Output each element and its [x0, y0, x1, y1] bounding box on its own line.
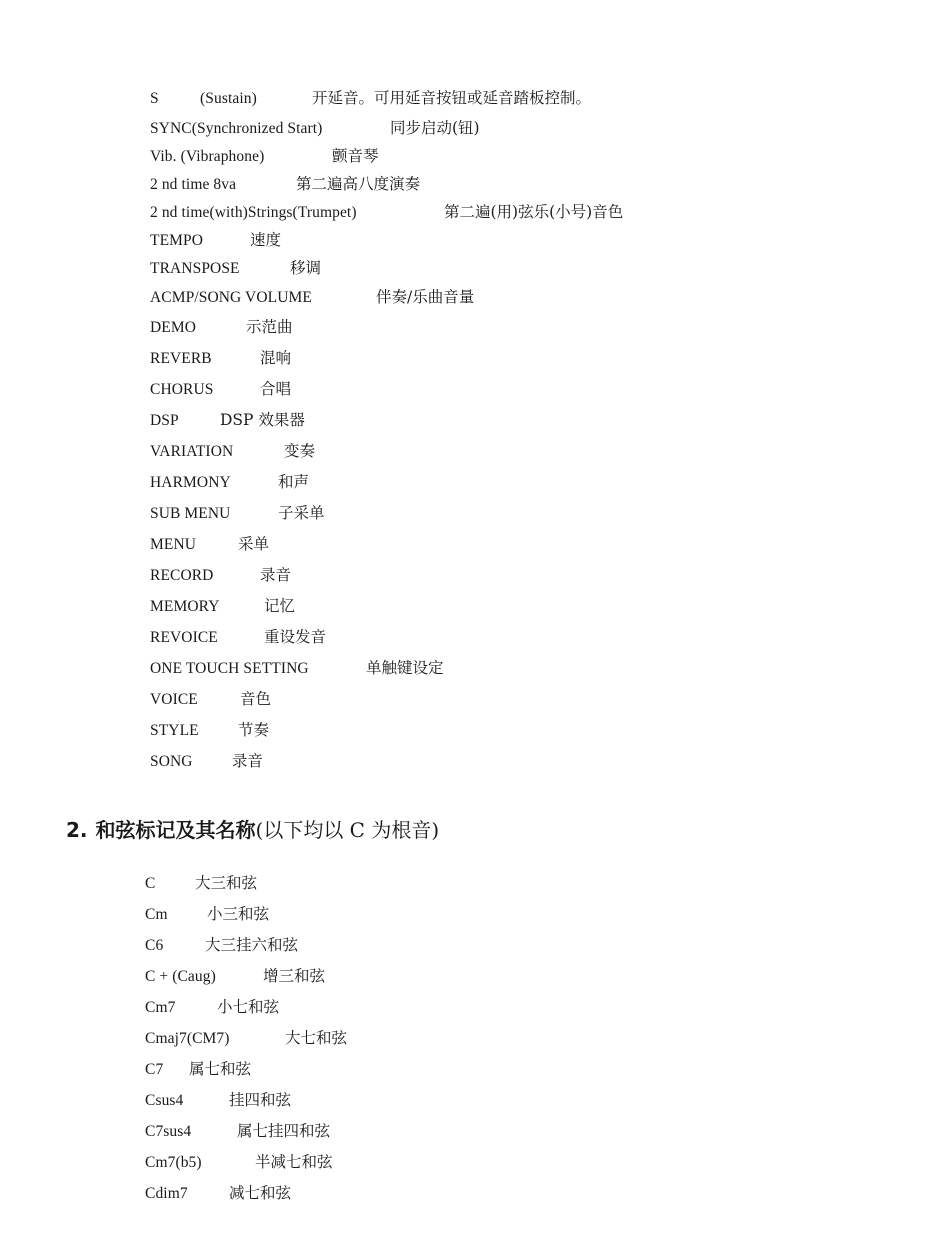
chord-name: 大七和弦 [285, 1029, 348, 1047]
chord-symbol: C7sus4 [145, 1123, 192, 1140]
translation: 移调 [290, 259, 322, 277]
term-row [150, 565, 623, 596]
chord-name: 属七挂四和弦 [237, 1122, 331, 1140]
chord-symbol: C [145, 875, 156, 892]
chord-name: 小七和弦 [217, 998, 280, 1016]
translation: 第二遍(用)弦乐(小号)音色 [444, 203, 624, 221]
term: VARIATION [150, 443, 234, 460]
term: MENU [150, 536, 197, 553]
chord-row [145, 1059, 347, 1090]
chord-row [145, 935, 347, 966]
chord-row [145, 1090, 347, 1121]
translation: 音色 [240, 690, 272, 708]
term-row [150, 658, 623, 689]
translation: 速度 [250, 231, 282, 249]
translation: 子采单 [278, 504, 325, 522]
term-row [150, 534, 623, 565]
term: MEMORY [150, 598, 220, 615]
term-row [150, 258, 623, 287]
chord-name: 小三和弦 [207, 905, 270, 923]
chord-symbol: Cdim7 [145, 1185, 188, 1202]
term-row [150, 348, 623, 379]
term-row [150, 720, 623, 751]
term: SUB MENU [150, 505, 231, 522]
translation: 记忆 [264, 597, 296, 615]
chord-row [145, 1152, 347, 1183]
term: VOICE [150, 691, 198, 708]
term: Vib. (Vibraphone) [150, 148, 265, 165]
translation: 合唱 [260, 380, 292, 398]
chord-name: 大三和弦 [195, 874, 258, 892]
term: REVERB [150, 350, 212, 367]
chord-symbol: Cm7 [145, 999, 176, 1016]
term: ACMP/SONG VOLUME [150, 289, 312, 306]
term-row [150, 472, 623, 503]
chord-name: 大三挂六和弦 [205, 936, 299, 954]
chord-symbol: C + (Caug) [145, 968, 216, 985]
chord-row [145, 966, 347, 997]
term: TRANSPOSE [150, 260, 240, 277]
chord-name: 增三和弦 [263, 967, 326, 985]
translation: 和声 [278, 473, 310, 491]
term-row [150, 596, 623, 627]
term: HARMONY [150, 474, 231, 491]
term: (Sustain) [200, 90, 257, 107]
translation: 同步启动(钮) [390, 119, 480, 137]
term-row [150, 174, 623, 202]
translation: 开延音。可用延音按钮或延音踏板控制。 [312, 89, 592, 107]
chord-name: 属七和弦 [189, 1060, 252, 1078]
term-row [150, 503, 623, 534]
translation: 混响 [260, 349, 292, 367]
term: TEMPO [150, 232, 204, 249]
chord-name: 挂四和弦 [229, 1091, 292, 1109]
translation: 示范曲 [246, 318, 293, 336]
term-row [150, 146, 623, 174]
term: CHORUS [150, 381, 214, 398]
term-row [150, 689, 623, 720]
translation: 伴奏/乐曲音量 [376, 288, 475, 306]
term-row [150, 410, 623, 441]
term: 2 nd time(with)Strings(Trumpet) [150, 204, 357, 221]
chord-name: 减七和弦 [229, 1184, 292, 1202]
section-subtitle: (以下均以 C 为根音) [255, 818, 440, 842]
term-row [150, 202, 623, 230]
translation: 变奏 [284, 442, 316, 460]
term: DEMO [150, 319, 197, 336]
chord-name: 半减七和弦 [255, 1153, 333, 1171]
translation: 单触键设定 [366, 659, 444, 677]
term: 2 nd time 8va [150, 176, 237, 193]
chord-symbol: C7 [145, 1061, 164, 1078]
translation: DSP 效果器 [220, 411, 305, 429]
translation: 颤音琴 [332, 147, 379, 165]
chord-row [145, 1028, 347, 1059]
chord-row [145, 1121, 347, 1152]
chord-row [145, 1183, 347, 1214]
chord-row [145, 873, 347, 904]
chord-symbol: Cm7(b5) [145, 1154, 202, 1171]
term: RECORD [150, 567, 214, 584]
term-row [150, 441, 623, 472]
chord-row [145, 997, 347, 1028]
term-row [150, 88, 623, 118]
translation: 重设发音 [264, 628, 327, 646]
term: SONG [150, 753, 193, 770]
term: STYLE [150, 722, 199, 739]
chord-symbol: Csus4 [145, 1092, 184, 1109]
section-title: 和弦标记及其名称 [95, 818, 256, 842]
term-row [150, 379, 623, 410]
term-row [150, 118, 623, 146]
translation: 第二遍高八度演奏 [296, 175, 421, 193]
term-row [150, 627, 623, 658]
translation: 节奏 [238, 721, 270, 739]
translation: 采单 [238, 535, 270, 553]
term: ONE TOUCH SETTING [150, 660, 309, 677]
term-row [150, 317, 623, 348]
translation: 录音 [232, 752, 264, 770]
chord-symbol: C6 [145, 937, 164, 954]
chord-row [145, 904, 347, 935]
term-row [150, 287, 623, 317]
chord-symbol: Cmaj7(CM7) [145, 1030, 230, 1047]
term-list [150, 88, 623, 782]
term: SYNC(Synchronized Start) [150, 120, 323, 137]
translation: 录音 [260, 566, 292, 584]
chord-list [145, 873, 347, 1214]
term: S [150, 90, 159, 107]
term-row [150, 230, 623, 258]
term-row [150, 751, 623, 782]
section-heading [66, 814, 439, 843]
term: REVOICE [150, 629, 218, 646]
chord-symbol: Cm [145, 906, 168, 923]
term: DSP [150, 412, 179, 429]
section-number: 2. [66, 818, 88, 842]
